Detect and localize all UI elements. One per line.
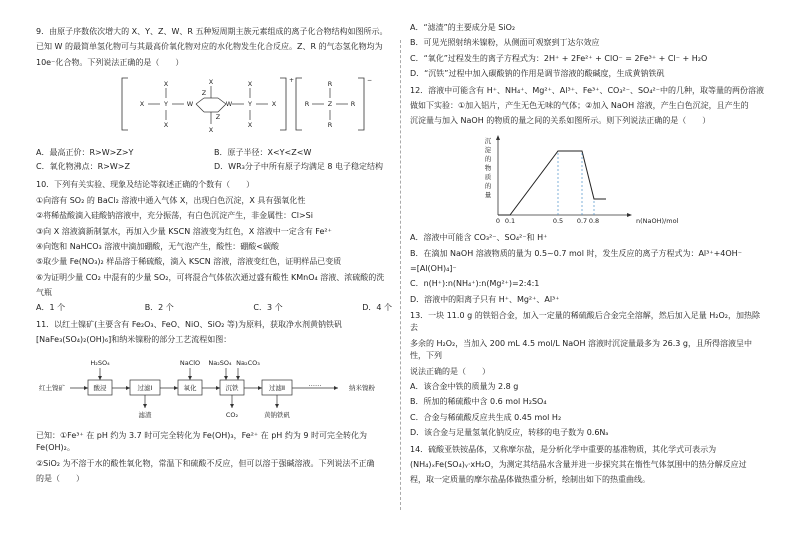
q13-option-c[interactable]: C．合金与稀硫酸反应共生成 0.45 mol H₂: [410, 412, 562, 422]
q14-stem-2: (NH₄)ₓFe(SO₄)ᵧ·xH₂O，为测定其结晶水含量并进一步探究其在惰性气体氛围中的热分解反应过: [410, 459, 747, 469]
question-14: [410, 444, 766, 487]
chart-x-tick-label: 0.5: [552, 216, 564, 225]
q9-stem-2: 已知 W 的最简单氢化物可与其最高价氧化物对应的水化物发生化合反应。Z、R 的气态氢化物均为: [36, 42, 383, 52]
question-9: [36, 26, 392, 175]
q12-option-d[interactable]: D．溶液中的阳离子只有 H⁺、Mg²⁺、Al³⁺: [410, 294, 560, 304]
q10-stem: 10．下列有关实验、现象及结论等叙述正确的个数有（ ）: [36, 180, 255, 190]
precipitate-chart: [410, 133, 766, 225]
flow-step-3: 氧化: [183, 383, 197, 392]
svg-text:R: R: [327, 80, 333, 89]
question-13: [410, 310, 766, 440]
left-column: [36, 22, 392, 489]
q12-option-b[interactable]: B．在滴加 NaOH 溶液物质的量为 0.5~0.7 mol 时，发生反应的离子方程式为：Al³⁺+4OH⁻: [410, 248, 742, 258]
q10-item-1: ①向溶有 SO₂ 的 BaCl₂ 溶液中通入气体 X，出现白色沉淀，X 具有强氧化性: [36, 195, 306, 205]
q9-stem-1: 9．由原子序数依次增大的 X、Y、Z、W、R 五种短周期主族元素组成的离子化合物结构如图所示。: [36, 27, 388, 36]
q11-note-3: 的是（ ）: [36, 474, 84, 484]
svg-text:Y: Y: [164, 100, 168, 109]
q12-stem-2: 做如下实验：①加入铝片，产生无色无味的气体；②加入 NaOH 溶液，产生白色沉淀，且产生的: [410, 100, 749, 110]
chart-ylabel-char: 物: [484, 163, 492, 172]
svg-text:Z: Z: [327, 100, 333, 109]
chart-ylabel-char: 的: [484, 181, 492, 190]
svg-text:+: +: [289, 77, 295, 85]
q10-option-b[interactable]: B．2 个: [144, 303, 174, 313]
q14-stem-3: 程，取一定质量的摩尔盐晶体做热重分析，绘制出如下的热重曲线。: [410, 475, 650, 485]
q9-option-d[interactable]: D．WR₃分子中所有原子均满足 8 电子稳定结构: [214, 161, 384, 171]
flow-step-2: 过滤Ⅰ: [137, 383, 153, 392]
chart-ylabel-char: 量: [484, 190, 492, 199]
flow-co2: CO₂: [225, 410, 239, 419]
svg-text:R: R: [327, 121, 333, 130]
q12-option-b-cont: =[Al(OH)₄]⁻: [410, 263, 457, 273]
question-12: [410, 85, 766, 307]
q13-option-a[interactable]: A．该合金中铁的质量为 2.8 g: [410, 382, 519, 392]
flow-na2so4: Na₂SO₄: [208, 358, 232, 367]
q11-note-1: 已知：①Fe³⁺ 在 pH 约为 3.7 时可完全转化为 Fe(OH)₃，Fe²⁺ 在 pH 约为 9 时可完全转化为 Fe(OH)₂。: [36, 431, 368, 453]
chart-series-line: [498, 151, 606, 215]
svg-text:X: X: [271, 100, 277, 109]
svg-text:R: R: [304, 100, 310, 109]
q11-option-c[interactable]: C．“氧化”过程发生的离子方程式为：2H⁺ + 2Fe²⁺ + ClO⁻ = 2Fe³⁺ + Cl⁻ + H₂O: [410, 53, 708, 63]
svg-text:Y: Y: [248, 100, 252, 109]
q14-stem-1: 14．硫酸亚铁铵晶体，又称摩尔盐，是分析化学中重要的基准物质，其化学式可表示为: [410, 444, 717, 454]
flow-na2co3: Na₂CO₃: [236, 358, 260, 367]
q9-stem-3: 10e⁻化合物。下列说法正确的是（ ）: [36, 57, 184, 67]
question-11: [36, 319, 392, 486]
svg-text:X: X: [163, 80, 169, 89]
q11-option-d[interactable]: D．“沉铁”过程中加入碳酸钠的作用是调节溶液的酸碱度，生成黄钠铁矾: [410, 69, 665, 79]
chart-ylabel-char: 沉: [484, 136, 492, 145]
flow-step-5: 过滤Ⅱ: [268, 383, 286, 392]
q11-option-b[interactable]: B．可见光照射纳米镍粉，从侧面可观察到丁达尔效应: [410, 38, 600, 48]
svg-text:0: 0: [495, 216, 501, 225]
chart-xlabel: n(NaOH)/mol: [636, 216, 679, 225]
svg-text:W: W: [225, 100, 233, 109]
svg-text:R: R: [350, 100, 356, 109]
q13-stem-3: 说法正确的是（ ）: [410, 366, 490, 376]
q13-stem-2: 多余的 H₂O₂，当加入 200 mL 4.5 mol/L NaOH 溶液时沉淀量最多为 26.3 g，且所得溶液呈中性，下列: [410, 338, 753, 361]
flow-h2so4: H₂SO₄: [90, 358, 110, 367]
chart-x-tick-label: 0.1: [504, 216, 516, 225]
q11-option-a[interactable]: A．“滤渣”的主要成分是 SiO₂: [410, 23, 516, 32]
q10-option-c[interactable]: C．3 个: [253, 303, 283, 313]
q12-option-c[interactable]: C．n(H⁺):n(NH₄⁺):n(Mg²⁺)=2:4:1: [410, 279, 540, 289]
right-column: [410, 22, 766, 490]
q10-option-a[interactable]: A．1 个: [36, 303, 66, 313]
q10-item-4: ④向饱和 NaHCO₃ 溶液中滴加硼酸，无气泡产生，酸性：硼酸<碳酸: [36, 241, 279, 251]
flow-dots: ……: [308, 379, 322, 388]
q12-stem-3: 沉淀量与加入 NaOH 的物质的量之间的关系如图所示。则下列说法正确的是（ ）: [410, 116, 711, 126]
chart-x-tick-label: 0.8: [588, 216, 600, 225]
q10-option-d[interactable]: D．4 个: [362, 303, 392, 313]
q11-note-2: ②SiO₂ 为不溶于水的酸性氧化物，常温下和硫酸不反应，但可以溶于强碱溶液。下列说法不正确: [36, 458, 375, 468]
q13-option-d[interactable]: D．该合金与足量氢氧化钠反应，转移的电子数为 0.6Nₐ: [410, 428, 609, 438]
svg-text:Z: Z: [215, 113, 221, 122]
svg-text:W: W: [186, 100, 194, 109]
q10-item-2: ②将稀盐酸滴入硅酸钠溶液中，充分振荡，有白色沉淀产生，非金属性：Cl>Si: [36, 211, 313, 221]
flow-step-4: 沉铁: [225, 383, 239, 392]
chart-ylabel-char: 淀: [484, 145, 492, 154]
q11-stem-2: [NaFe₃(SO₄)₂(OH)₆]和纳米镍粉的部分工艺流程如图：: [36, 335, 232, 345]
flow-raw: 红土镍矿: [39, 383, 65, 392]
chart-x-tick-label: 0.7: [576, 216, 588, 225]
flow-product-fe: 黄钠铁矾: [264, 410, 290, 419]
flow-naclo: NaClO: [179, 358, 201, 367]
q9-options: [36, 147, 392, 176]
q13-option-b[interactable]: B．所加的稀硫酸中含 0.6 mol H₂SO₄: [410, 397, 547, 407]
q9-option-c[interactable]: C．氧化物沸点：R>W>Z: [36, 161, 130, 171]
flow-final: 纳米镍粉: [349, 383, 375, 392]
chart-ylabel-char: 的: [484, 154, 492, 163]
q10-item-6: ⑥为证明少量 CO₂ 中混有的少量 SO₂，可将混合气体依次通过盛有酸性 KMnO₄ 溶液、浓硫酸的洗: [36, 272, 385, 282]
q12-option-a[interactable]: A．溶液中可能含 CO₃²⁻、SO₄²⁻和 H⁺: [410, 233, 548, 243]
svg-text:X: X: [247, 121, 253, 130]
flow-residue: 滤渣: [138, 410, 152, 419]
svg-text:X: X: [247, 80, 253, 89]
question-10: [36, 179, 392, 315]
q10-item-5: ⑤取少量 Fe(NO₃)₂ 样品溶于稀硫酸，滴入 KSCN 溶液，溶液变红色，证明样品已变质: [36, 257, 342, 267]
q12-stem-1: 12．溶液中可能含有 H⁺、NH₄⁺、Mg²⁺、Al³⁺、Fe³⁺、CO₃²⁻、SO₄²⁻中的几种，取等量的两份溶液: [410, 85, 764, 95]
chart-ylabel-char: 质: [484, 172, 492, 181]
q9-option-a[interactable]: A．最高正价：R>W>Z>Y: [36, 147, 134, 157]
svg-text:X: X: [208, 126, 214, 135]
flow-step-1: 酸浸: [93, 383, 107, 392]
svg-text:−: −: [367, 77, 373, 85]
svg-text:Z: Z: [201, 89, 207, 98]
q10-item-6-cont: 气瓶: [36, 288, 52, 298]
q10-item-3: ③向 X 溶液滴新制氯水，再加入少量 KSCN 溶液变为红色，X 溶液中一定含有 Fe²⁺: [36, 226, 332, 236]
column-divider: [400, 40, 401, 510]
q11-options: [410, 22, 766, 81]
ionic-compound-structure-diagram: [36, 74, 392, 138]
process-flow-diagram: [36, 352, 392, 424]
svg-text:X: X: [208, 78, 214, 87]
q9-option-b[interactable]: B．原子半径：X<Y<Z<W: [214, 147, 312, 157]
q11-stem-1: 11．以红土镍矿(主要含有 Fe₂O₃、FeO、NiO、SiO₂ 等)为原料，获取净水剂黄钠铁矾: [36, 319, 342, 329]
q13-stem-1: 13．一块 11.0 g 的铁铝合金，加入一定量的稀硫酸后合金完全溶解，然后加入足量 H₂O₂，加热除去: [410, 311, 760, 333]
svg-text:X: X: [139, 100, 145, 109]
q10-options: [36, 302, 392, 314]
svg-text:X: X: [163, 121, 169, 130]
